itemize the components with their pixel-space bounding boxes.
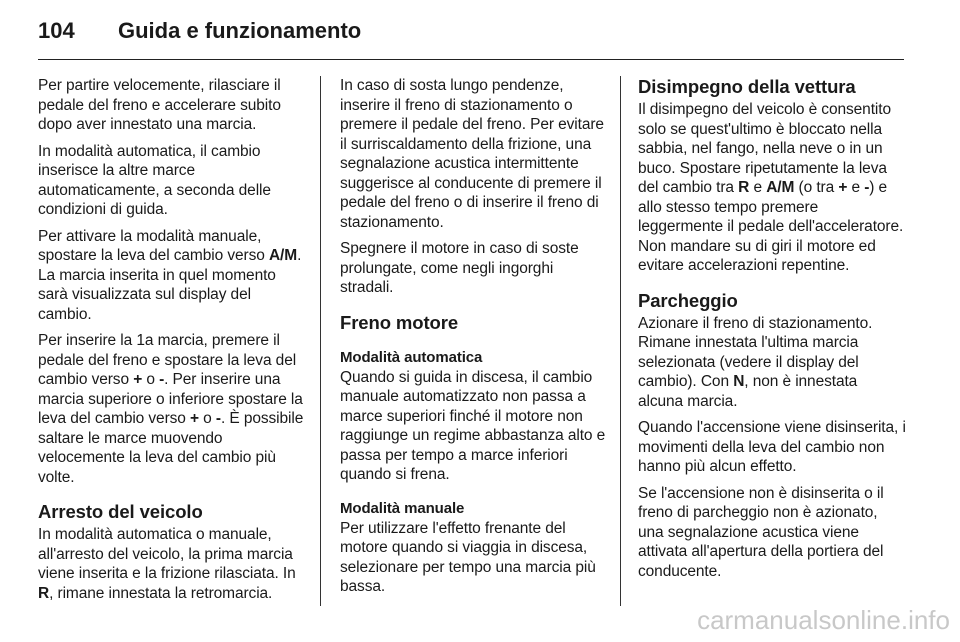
paragraph: Quando l'accensione viene disinserita, i movimenti della leva del cambio non hanno più alcun effetto. [638,419,906,475]
paragraph: Azionare il freno di stazionamento. Rimane innestata l'ultima marcia selezionata (vedere il display del cambio). Con N, non è innestata alcuna marcia. [638,314,873,410]
column-2 [340,76,608,604]
paragraph: Per utilizzare l'effetto frenante del motore quando si viaggia in discesa, selezionare per tempo una marcia più bassa. [340,519,596,595]
section-heading: Parcheggio [638,289,738,311]
paragraph: In modalità automatica o manuale, all'arresto del veicolo, la prima marcia viene inserita e la frizione rilasciata. In R, rimane innestata la retromarcia. [38,526,296,602]
paragraph: Spegnere il motore in caso di soste prolungate, come negli ingorghi stradali. [340,240,579,296]
paragraph: In caso di sosta lungo pendenze, inserire il freno di stazionamento o premere il pedale del freno. Per evitare il surriscaldamento della frizione, una segnalazione acustica intermittente suggerisce al conducente di premere il pedale del freno o di inserire il freno di stazionamento. [340,77,604,231]
header-divider [38,59,904,60]
paragraph: Il disimpegno del veicolo è consentito solo se quest'ultimo è bloccato nella sabbia, nel fango, nella neve o in un buco. Spostare ripetutamente la leva del cambio tra R e A/M (o tra + e -) e allo stesso tempo premere leggermente il pedale dell'acceleratore. Non mandare su di giri il motore ed evitare accelerazioni repentine. [638,101,904,274]
page-number: 104 [38,18,75,43]
paragraph: Se l'accensione non è disinserita o il freno di parcheggio non è azionato, una segnalazione acustica viene attivata all'apertura della portiera del conducente. [638,484,884,580]
page-header [38,14,922,48]
section-heading: Arresto del veicolo [38,501,203,522]
paragraph: Quando si guida in discesa, il cambio manuale automatizzato non passa a marce superiori finché il motore non raggiunge un regime abbastanza alto e passa per tempo a marce inferiori quando si frena. [340,368,606,483]
watermark: carmanualsonline.info [697,605,950,635]
subsection-heading: Modalità manuale [340,499,465,517]
column-divider-2 [620,76,621,606]
column-divider-1 [320,76,321,606]
paragraph: In modalità automatica, il cambio inserisce la altre marce automaticamente, a seconda delle condizioni di guida. [38,142,271,218]
section-heading: Freno motore [340,311,459,333]
column-1 [38,76,306,610]
paragraph: Per inserire la 1a marcia, premere il pedale del freno e spostare la leva del cambio verso + o -. Per inserire una marcia superiore o inferiore spostare la leva del cambio verso + o -. È possibile saltare le marce muovendo velocemente la leva del cambio più volte. [38,332,304,486]
column-3 [638,76,906,588]
paragraph: Per partire velocemente, rilasciare il pedale del freno e accelerare subito dopo aver innestato una marcia. [38,77,281,133]
subsection-heading: Modalità automatica [340,348,483,366]
section-heading: Disimpegno della vettura [638,76,856,97]
page-title: Guida e funzionamento [118,18,362,43]
paragraph: Per attivare la modalità manuale, spostare la leva del cambio verso A/M. La marcia inserita in quel momento sarà visualizzata sul display del cambio. [38,227,302,323]
